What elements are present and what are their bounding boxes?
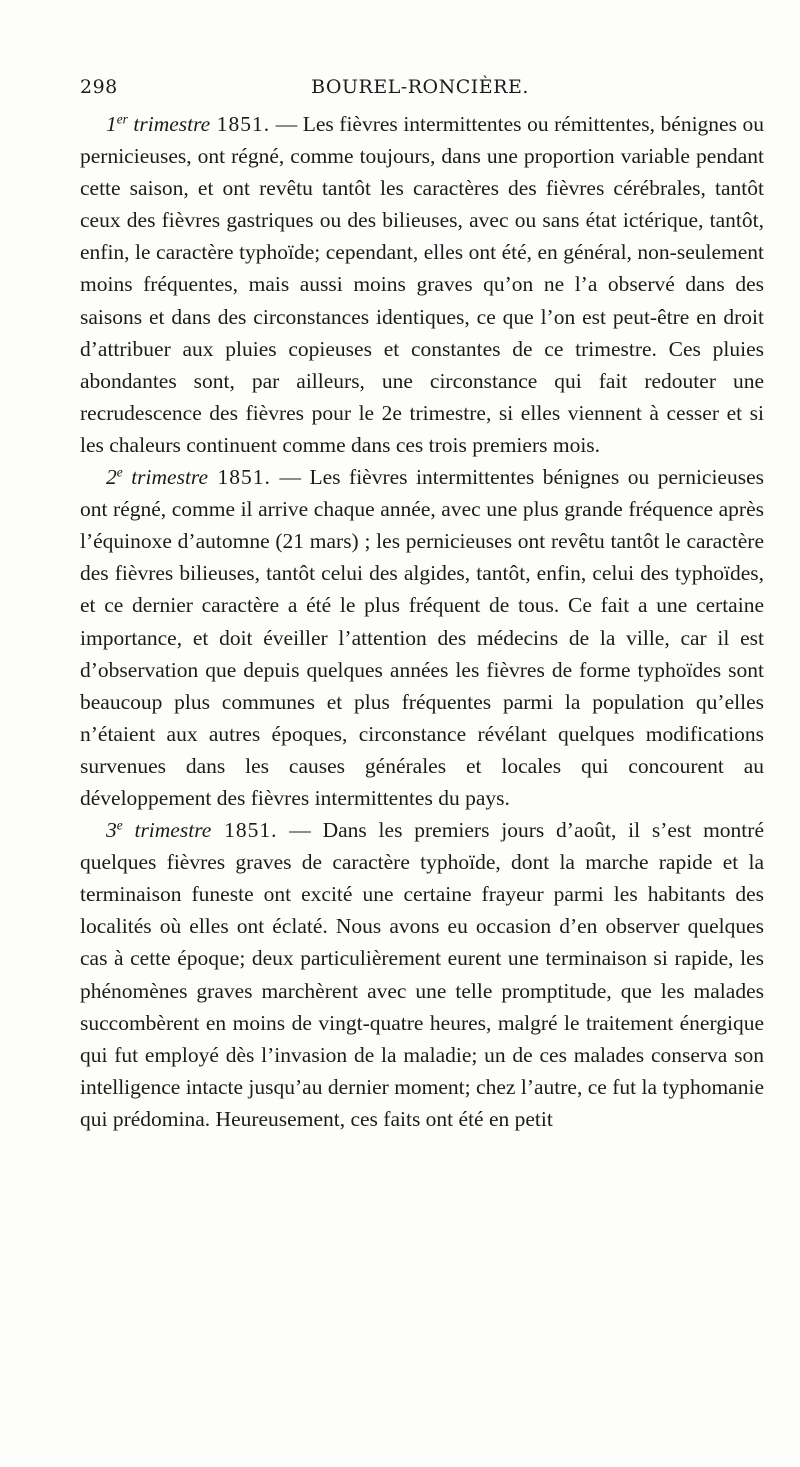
paragraph-lead — [106, 465, 271, 489]
paragraph-third-trimester — [80, 814, 764, 1135]
trimester-term: trimestre — [122, 465, 209, 490]
trimester-ordinal: 2 — [106, 465, 117, 490]
paragraph-text: — Les fièvres intermittentes ou rémittentes, bénignes ou pernicieuses, ont régné, comme toujours, dans une proportion variable pendant cette saison, et ont revêtu tantôt les caractères des fièvres cérébrales, tantôt ceux des fièvres gastriques ou des bilieuses, avec ou sans état ictérique, tantôt, enfin, le caractère typhoïde; cependant, elles ont été, en général, non-seulement moins fréquentes, mais aussi moins graves qu’on ne l’a observé dans des saisons et dans des circonstances identiques, ce que l’on est peut-être en droit d’attribuer aux pluies copieuses et constantes de ce trimestre. Ces pluies abondantes sont, par ailleurs, une circonstance qui fait redouter une recrudescence des fièvres pour le 2e trimestre, si elles viennent à cesser et si les chaleurs continuent comme dans ces trois premiers mois. — [80, 112, 764, 457]
ordinal-suffix: e — [116, 464, 123, 480]
paragraph-text: — Les fièvres intermittentes bénignes ou pernicieuses ont régné, comme il arrive chaque année, avec une plus grande fréquence après l’équinoxe d’automne (21 mars) ; les pernicieuses ont revêtu tantôt le caractère des fièvres bilieuses, tantôt celui des algides, tantôt, enfin, celui des typhoïdes, et ce dernier caractère a été le plus fréquent de tous. Ce fait a une certaine importance, et doit éveiller l’attention des médecins de la ville, car il est d’observation que depuis quelques années les fièvres de forme typhoïdes sont beaucoup plus communes et plus fréquentes parmi la population qu’elles n’étaient aux autres époques, circonstance révélant quelques modifications survenues dans les causes générales et locales qui concourent au développement des fièvres intermittentes du pays. — [80, 465, 765, 810]
trimester-year: 1851. — [210, 112, 271, 136]
paragraph-text: — Dans les premiers jours d’août, il s’est montré quelques fièvres graves de caractère typhoïde, dont la marche rapide et la terminaison funeste ont excité une certaine frayeur parmi les habitants des localités où elles ont éclaté. Nous avons eu occasion d’en observer quelques cas à cette époque; deux particulièrement eurent une terminaison si rapide, les phénomènes graves marchèrent avec une telle promptitude, que les malades succombèrent en moins de vingt-quatre heures, malgré le traitement énergique qui fut employé dès l’invasion de la maladie; un de ces malades conserva son intelligence intacte jusqu’au dernier moment; chez l’autre, ce fut la typhomanie qui prédomina. Heureusement, ces faits ont été en petit — [80, 818, 764, 1131]
paragraph-second-trimester — [80, 461, 764, 814]
paragraph-lead — [106, 818, 277, 842]
trimester-term: trimestre — [122, 818, 212, 843]
ordinal-suffix: er — [116, 111, 128, 127]
trimester-year: 1851. — [211, 818, 278, 843]
trimester-ordinal: 3 — [106, 818, 117, 843]
trimester-ordinal: 1 — [106, 112, 117, 136]
body-text — [80, 108, 764, 1135]
ordinal-suffix: e — [116, 817, 123, 833]
trimester-term: trimestre — [127, 112, 211, 136]
paragraph-first-trimester — [80, 108, 764, 461]
paragraph-lead — [106, 112, 270, 136]
page-number: 298 — [80, 76, 118, 98]
running-header — [80, 70, 760, 104]
trimester-year: 1851. — [208, 465, 271, 490]
running-title: BOUREL-RONCIÈRE. — [311, 76, 529, 98]
